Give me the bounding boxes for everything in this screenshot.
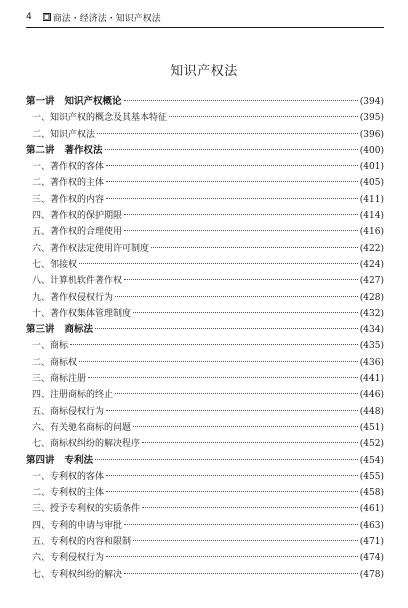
toc-page-number: (474) — [359, 553, 384, 564]
toc-page-number: (411) — [359, 194, 384, 205]
dot-leader — [106, 491, 358, 492]
toc-entry — [26, 290, 384, 306]
lecture-title: 专利法 — [64, 454, 94, 466]
toc-label: 二、知识产权法 — [32, 129, 96, 140]
dot-leader — [79, 263, 358, 264]
dot-leader — [115, 393, 358, 394]
toc-entry — [26, 110, 384, 126]
toc-page-number: (424) — [359, 259, 384, 270]
dot-leader — [124, 230, 358, 231]
toc-label: 七、专利权纠纷的解决 — [32, 569, 123, 580]
toc-page-number: (427) — [359, 276, 384, 287]
toc-page-number: (448) — [359, 406, 384, 417]
dot-leader — [124, 100, 358, 101]
toc-entry — [26, 208, 384, 224]
toc-page-number: (428) — [359, 292, 384, 303]
toc-page-number: (434) — [359, 325, 384, 336]
toc-label: 一、知识产权的概念及其基本特征 — [32, 113, 168, 124]
toc-entry — [26, 534, 384, 550]
running-title: 商法・经济法・知识产权法 — [52, 13, 161, 24]
dot-leader — [142, 507, 358, 508]
toc-entry — [26, 469, 384, 485]
dot-leader — [88, 377, 358, 378]
toc-page-number: (435) — [359, 341, 384, 352]
toc-label — [26, 94, 122, 110]
toc-label: 二、专利权的主体 — [32, 488, 105, 499]
dot-leader — [115, 296, 358, 297]
toc-lecture-heading — [26, 322, 384, 338]
lecture-title: 著作权法 — [64, 144, 103, 156]
toc-page-number: (436) — [359, 357, 384, 368]
toc-label: 一、专利权的客体 — [32, 471, 105, 482]
dot-leader — [106, 198, 358, 199]
toc-page-number: (414) — [359, 211, 384, 222]
dot-leader — [124, 214, 358, 215]
toc-page-number: (432) — [359, 308, 384, 319]
toc-lecture-heading — [26, 143, 384, 159]
dot-leader — [142, 442, 358, 443]
toc-page-number: (451) — [359, 422, 384, 433]
dot-leader — [124, 279, 358, 280]
toc-label: 三、著作权的内容 — [32, 194, 105, 205]
lecture-number: 第三讲 — [26, 324, 55, 336]
toc-page-number: (416) — [359, 227, 384, 238]
toc-label: 十、著作权集体管理制度 — [32, 308, 132, 319]
toc-entry — [26, 355, 384, 371]
lecture-number: 第一讲 — [26, 96, 55, 107]
header-rule — [26, 27, 384, 28]
toc-label: 五、著作权的合理使用 — [32, 227, 123, 238]
toc-label: 六、著作权法定使用许可制度 — [32, 243, 150, 254]
toc-entry — [26, 518, 384, 534]
toc-label: 三、商标注册 — [32, 374, 87, 385]
toc-entry — [26, 485, 384, 501]
toc-label: 七、商标权纠纷的解决程序 — [32, 439, 141, 450]
toc-lecture-heading — [26, 94, 384, 110]
dot-leader — [95, 328, 358, 329]
table-of-contents — [26, 94, 384, 583]
toc-page-number: (395) — [359, 113, 384, 124]
toc-page-number: (458) — [359, 488, 384, 499]
toc-page-number: (461) — [359, 504, 384, 515]
toc-label: 四、著作权的保护期限 — [32, 211, 123, 222]
toc-entry — [26, 257, 384, 273]
toc-page-number: (455) — [359, 471, 384, 482]
lecture-number: 第二讲 — [26, 144, 55, 156]
dot-leader — [95, 459, 358, 460]
toc-page-number: (422) — [359, 243, 384, 254]
page-number: 4 — [26, 12, 32, 22]
toc-label: 二、著作权的主体 — [32, 178, 105, 189]
toc-entry — [26, 567, 384, 583]
toc-label: 四、专利的申请与审批 — [32, 520, 123, 531]
toc-entry — [26, 420, 384, 436]
toc-page-number: (401) — [359, 162, 384, 173]
toc-page-number: (394) — [359, 97, 384, 107]
toc-label: 六、有关驰名商标的问题 — [32, 422, 132, 433]
toc-label: 七、邻接权 — [32, 259, 78, 270]
toc-label: 一、著作权的客体 — [32, 162, 105, 173]
toc-label: 五、专利权的内容和限制 — [32, 537, 132, 548]
toc-page-number: (463) — [359, 520, 384, 531]
toc-label — [26, 143, 103, 159]
dot-leader — [105, 149, 358, 150]
toc-entry — [26, 273, 384, 289]
toc-entry — [26, 175, 384, 191]
toc-label: 二、商标权 — [32, 357, 78, 368]
toc-entry — [26, 404, 384, 420]
dot-leader — [133, 426, 358, 427]
dot-leader — [106, 410, 358, 411]
book-series-logo-icon: ▣ — [42, 12, 51, 21]
toc-entry — [26, 192, 384, 208]
dot-leader — [133, 312, 358, 313]
toc-entry — [26, 159, 384, 175]
toc-lecture-heading — [26, 453, 384, 469]
toc-label — [26, 453, 93, 469]
toc-page-number: (405) — [359, 178, 384, 189]
toc-label: 一、商标 — [32, 341, 69, 352]
toc-entry — [26, 306, 384, 322]
dot-leader — [97, 133, 358, 134]
toc-entry — [26, 338, 384, 354]
page-title: 知识产权法 — [170, 64, 238, 79]
toc-page-number: (452) — [359, 439, 384, 450]
toc-entry — [26, 127, 384, 143]
dot-leader — [79, 361, 358, 362]
toc-page-number: (454) — [359, 455, 384, 466]
dot-leader — [106, 556, 358, 557]
toc-label: 八、计算机软件著作权 — [32, 276, 123, 287]
running-header — [26, 10, 161, 24]
toc-label: 四、注册商标的终止 — [32, 390, 114, 401]
lecture-title: 知识产权概论 — [64, 96, 122, 107]
toc-entry — [26, 371, 384, 387]
toc-page-number: (478) — [359, 569, 384, 580]
toc-label: 三、授予专利权的实质条件 — [32, 504, 141, 515]
dot-leader — [133, 540, 358, 541]
dot-leader — [151, 247, 358, 248]
toc-entry — [26, 436, 384, 452]
lecture-number: 第四讲 — [26, 454, 55, 466]
dot-leader — [124, 524, 358, 525]
toc-page-number: (471) — [359, 537, 384, 548]
dot-leader — [106, 475, 358, 476]
dot-leader — [106, 181, 358, 182]
toc-label: 五、商标侵权行为 — [32, 406, 105, 417]
dot-leader — [70, 344, 358, 345]
toc-label — [26, 322, 93, 338]
toc-page-number: (396) — [359, 129, 384, 140]
toc-entry — [26, 387, 384, 403]
toc-entry — [26, 550, 384, 566]
toc-entry — [26, 501, 384, 517]
dot-leader — [106, 165, 358, 166]
dot-leader — [169, 116, 358, 117]
toc-page-number: (400) — [359, 145, 384, 156]
toc-entry — [26, 224, 384, 240]
dot-leader — [124, 573, 358, 574]
toc-entry — [26, 241, 384, 257]
lecture-title: 商标法 — [64, 324, 94, 336]
toc-label: 六、专利侵权行为 — [32, 553, 105, 564]
toc-page-number: (441) — [359, 374, 384, 385]
toc-page-number: (446) — [359, 390, 384, 401]
toc-label: 九、著作权侵权行为 — [32, 292, 114, 303]
